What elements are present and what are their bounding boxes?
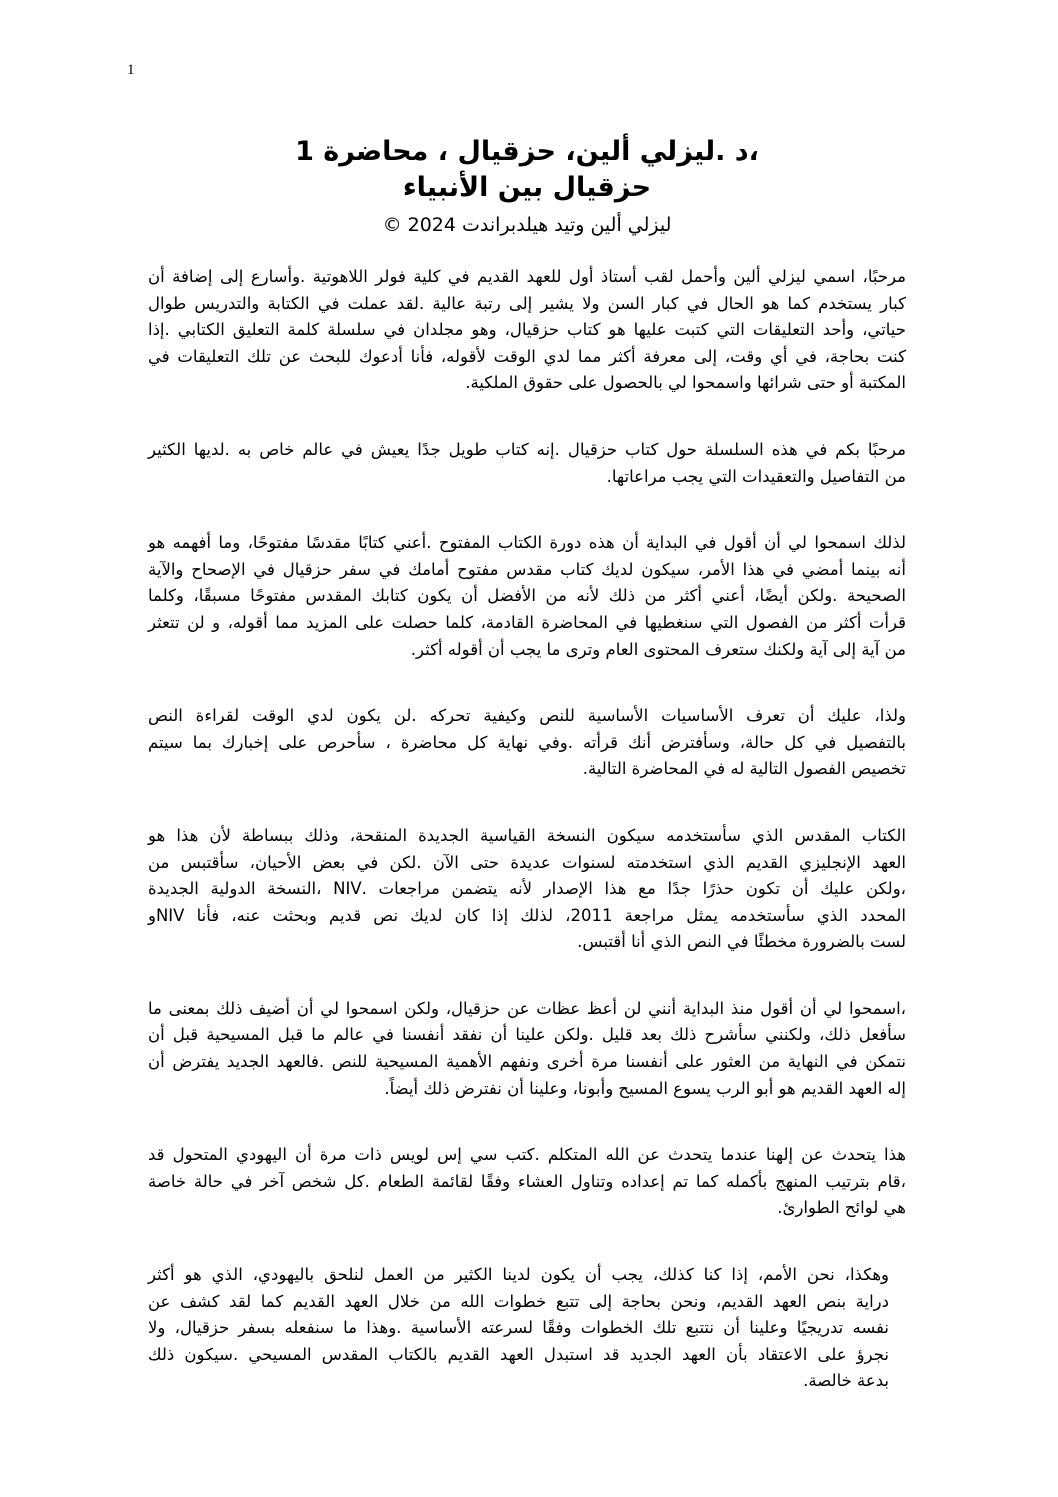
text-line: العهد الإنجليزي القديم الذي استخدمته لسنوات عديدة حتى الآن .لكن في بعض الأحيان، سأقتبس من	[148, 852, 906, 872]
text-line: المحدد الذي سأستخدمه يمثل مراجعة 2011، لذلك إذا كان لديك نص قديم وبحثت عنه، فأنا NIVو	[148, 905, 907, 925]
text-line: أنه بينما أمضي في هذا الأمر، سيكون لديك كتاب مقدس مفتوح أمامك في سفر حزقيال في الإصحاح والآية	[148, 559, 906, 579]
text-line: من التفاصيل والتعقيدات التي يجب مراعاتها.	[606, 466, 906, 486]
document-subtitle: حزقيال بين الأنبياء	[402, 172, 652, 203]
text-line: ،اسمحوا لي أن أقول منذ البداية أنني لن أعظ عظات عن حزقيال، ولكن اسمحوا لي أن أضيف ذلك بمعنى ما	[148, 998, 906, 1018]
paragraph	[148, 1262, 906, 1395]
paragraph	[148, 996, 906, 1102]
paragraph	[148, 437, 906, 490]
text-line: بدعة خالصة.	[803, 1371, 889, 1391]
text-line: ،قام بترتيب المنهج بأكمله كما تم إعداده وتناول العشاء وفقًا لقائمة الطعام .كل شخص آخر في حالة خاصة	[148, 1171, 906, 1191]
text-line: نفسه تدريجيًا وعلينا أن نتتبع تلك الخطوات وفقًا لسرعته الأساسية .وهذا ما سنفعله بسفر حزقيال، ولا	[148, 1318, 889, 1338]
text-line: ،ولكن عليك أن تكون حذرًا جدًا مع هذا الإصدار لأنه يتضمن مراجعات .NIV ،النسخة الدولية الجديدة	[148, 879, 906, 899]
text-line: هذا يتحدث عن إلهنا عندما يتحدث عن الله المتكلم .كتب سي إس لويس ذات مرة أن اليهودي المتحول قد	[148, 1145, 906, 1165]
text-line: كنت بحاجة، في أي وقت، إلى معرفة أكثر مما لدي الوقت لأقوله، فأنا أدعوك للبحث عن تلك التعليقات في	[148, 346, 906, 366]
document-title: ،د .ليزلي ألين، حزقيال ، محاضرة 1	[295, 136, 759, 167]
text-line: تخصيص الفصول التالية له في المحاضرة التالية.	[582, 759, 906, 779]
text-line: سأفعل ذلك، ولكنني سأشرح ذلك بعد قليل .ولكن علينا أن نفقد أنفسنا في عالم ما قبل المسيحية قبل أن	[148, 1025, 906, 1045]
text-line: لذلك اسمحوا لي أن أقول في البداية أن هذه دورة الكتاب المفتوح .أعني كتابًا مقدسًا مفتوحًا، وما أفهمه هو	[148, 533, 906, 553]
text-line: نتمكن في النهاية من العثور على أنفسنا مرة أخرى ونفهم الأهمية المسيحية للنص .فالعهد الجديد يفترض أن	[148, 1052, 906, 1072]
text-line: المكتبة أو حتى شرائها واسمحوا لي بالحصول على حقوق الملكية.	[465, 373, 906, 393]
text-line: نجرؤ على الاعتقاد بأن العهد الجديد قد استبدل العهد القديم بالكتاب المقدس المسيحي .سيكون ذلك	[148, 1344, 889, 1364]
text-line: الصحيحة .ولكن أيضًا، أعني أكثر من ذلك لأنه من الأفضل أن يكون كتابك المقدس مفتوحًا مسبقًا، وكلما	[148, 586, 906, 606]
text-line: بالتفصيل في كل حالة، وسأفترض أنك قرأته .وفي نهاية كل محاضرة ، سأحرص على إخبارك بما سيتم	[148, 732, 906, 752]
text-line: إله العهد القديم هو أبو الرب يسوع المسيح وأبونا، وعلينا أن نفترض ذلك أيضاً.	[384, 1078, 906, 1098]
text-line: مرحبًا، اسمي ليزلي ألين وأحمل لقب أستاذ أول للعهد القديم في كلية فولر اللاهوتية .وأسارع إلى إضافة أن	[148, 267, 906, 286]
document-body	[148, 264, 906, 1435]
text-line: الكتاب المقدس الذي سأستخدمه سيكون النسخة القياسية الجديدة المنقحة، وذلك ببساطة لأن هذا هو	[148, 825, 906, 845]
paragraph	[148, 1142, 906, 1222]
paragraph	[148, 264, 906, 397]
page-number: 1	[127, 62, 135, 78]
paragraph	[148, 823, 906, 956]
text-line: من آية إلى آية ولكنك ستعرف المحتوى العام وترى ما يجب أن أقوله أكثر.	[410, 639, 906, 659]
text-line: لست بالضرورة مخطئًا في النص الذي أنا أقتبس.	[577, 932, 906, 952]
text-line: دراية بنص العهد القديم، ونحن بحاجة إلى تتبع خطوات الله من خلال العهد القديم كما لقد كشف عن	[148, 1291, 889, 1311]
text-line: وهكذا، نحن الأمم، إذا كنا كذلك، يجب أن يكون لدينا الكثير من العمل لنلحق باليهودي، الذي هو أكثر	[148, 1265, 889, 1285]
text-line: هي لوائح الطوارئ.	[777, 1198, 906, 1218]
paragraph	[148, 530, 906, 663]
copyright-line: ليزلي ألين وتيد هيلدبراندت 2024 ©	[382, 214, 672, 236]
text-line: قرأت أكثر من الفصول التي سنغطيها في المحاضرة القادمة، كلما حصلت على المزيد مما أقوله، و لن تتعثر	[148, 612, 906, 632]
text-line: حياتي، وأحد التعليقات التي كتبت عليها هو كتاب حزقيال، وهو مجلدان في سلسلة كلمة التعليق الكتابي .إذا	[148, 320, 906, 340]
text-line: ولذا، عليك أن تعرف الأساسيات الأساسية للنص وكيفية تحركه .لن يكون لدي الوقت لقراءة النص	[148, 706, 906, 726]
text-line: كبار يستخدم كما هو الحال في كبار السن ولا يشير إلى رتبة عالية .لقد عملت في الكتابة والتدريس طوال	[148, 293, 906, 313]
paragraph	[148, 703, 906, 783]
text-line: مرحبًا بكم في هذه السلسلة حول كتاب حزقيال .إنه كتاب طويل جدًا يعيش في عالم خاص به .لديها الكثير	[148, 439, 906, 459]
